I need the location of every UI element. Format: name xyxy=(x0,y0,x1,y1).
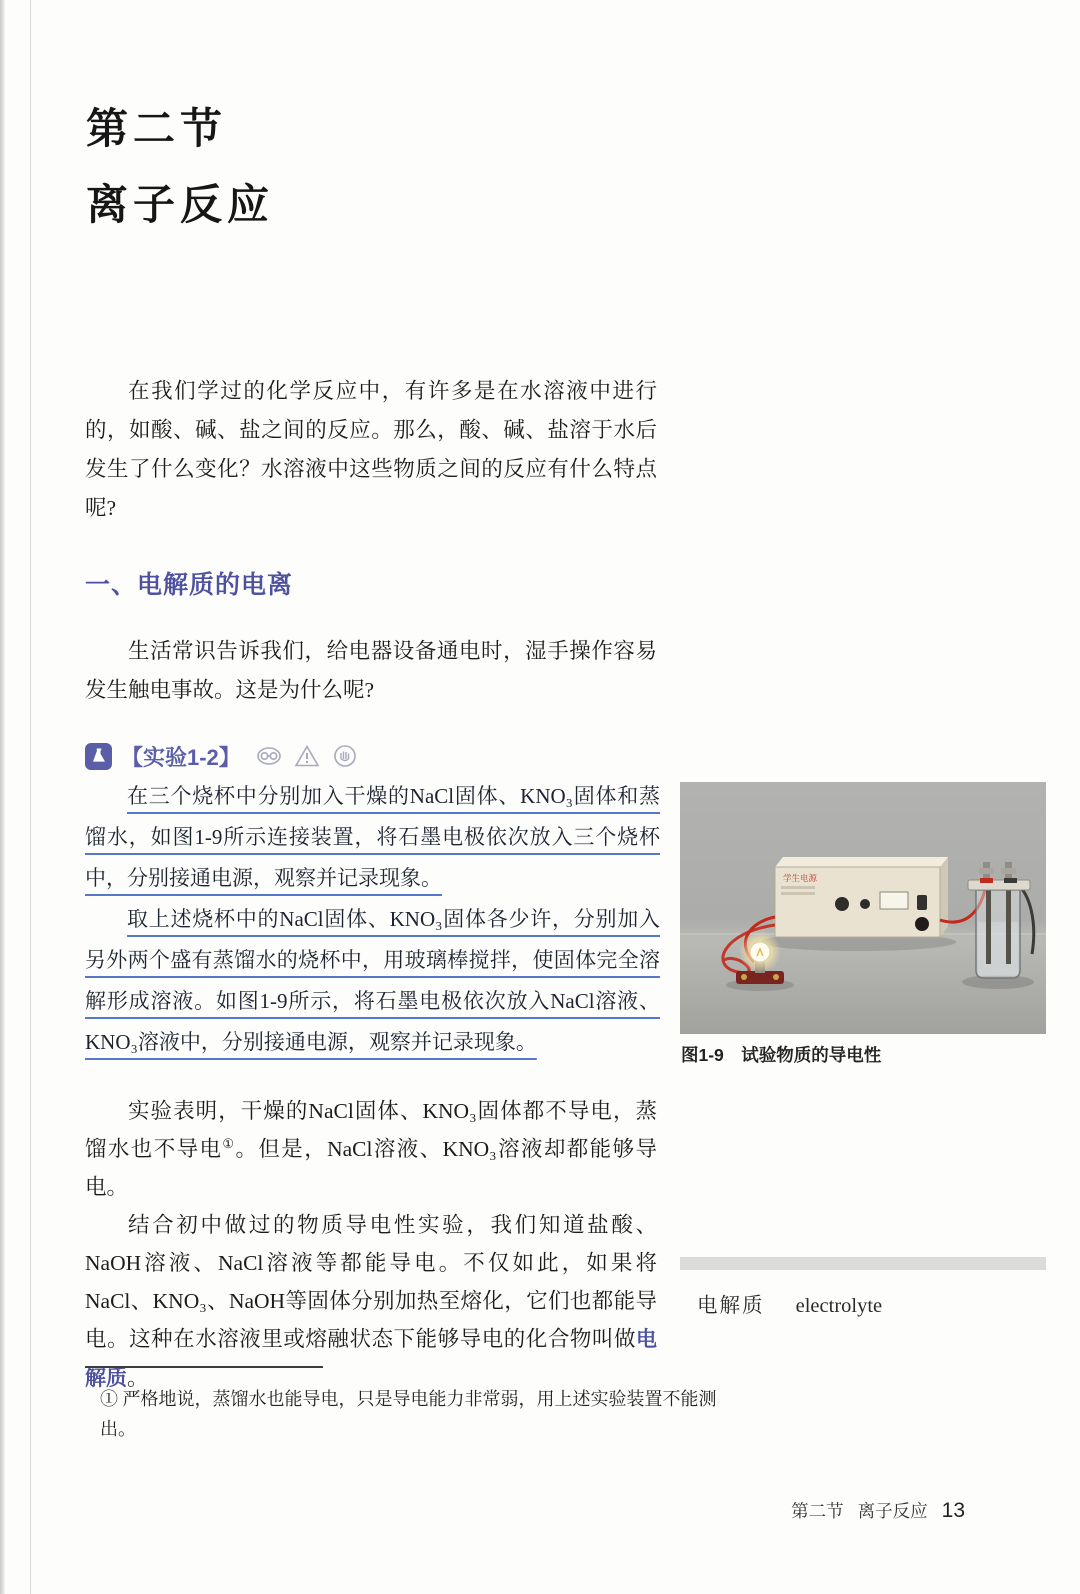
page-title xyxy=(86,92,274,244)
power-supply-label: 学生电源 xyxy=(783,873,818,883)
margin-divider-bar xyxy=(680,1257,1046,1270)
body-paragraphs xyxy=(85,1092,657,1398)
vocab-term-english: electrolyte xyxy=(795,1295,883,1317)
experiment-steps xyxy=(85,776,660,1063)
section-paragraph-1 xyxy=(85,632,657,710)
flask-icon xyxy=(85,743,112,770)
margin-vocabulary xyxy=(697,1288,1037,1318)
body-paragraph-2-rest: 。但是，NaCl溶液、KNO₃溶液却都能够导电。 xyxy=(85,1137,657,1199)
page-footer xyxy=(791,1498,965,1523)
experiment-label: 【实验1-2】 xyxy=(121,744,241,770)
experiment-step-2: 取上述烧杯中的NaCl固体、KNO₃固体各少许，分别加入另外两个盛有蒸馏水的烧杯中，用玻璃棒搅拌，使固体完全溶解形成溶液。如图1-9所示，将石墨电极依次放入NaCl溶液、KNO₃溶液中，分别接通电源，观察并记录现象。 xyxy=(85,907,660,1054)
section-paragraph-1-text: 生活常识告诉我们，给电器设备通电时，湿手操作容易发生触电事故。这是为什么呢? xyxy=(85,639,657,702)
footnote-rule xyxy=(85,1366,323,1368)
warning-icon xyxy=(294,744,320,768)
experiment-safety-icons xyxy=(256,744,358,768)
intro-paragraph xyxy=(85,372,657,528)
gloves-icon xyxy=(332,744,358,768)
page-edge-line xyxy=(30,0,31,1594)
body-paragraph-3-text: 结合初中做过的物质导电性实验，我们知道盐酸、NaOH溶液、NaCl溶液等都能导电。不仅如此，如果将NaCl、KNO₃、NaOH等固体分别加热至熔化，它们也都能导电。这种在水溶液里或熔融状态下能够导电的化合物叫做 xyxy=(85,1213,657,1351)
electrolyte-term-highlight: 电解质 xyxy=(85,1328,657,1390)
body-paragraph-2-text: 实验表明，干燥的NaCl固体、KNO₃固体都不导电，蒸馏水也不导电 xyxy=(85,1099,657,1161)
vocab-term-chinese: 电解质 xyxy=(697,1295,765,1317)
footer-chapter: 离子反应 xyxy=(857,1501,928,1521)
intro-text: 在我们学过的化学反应中，有许多是在水溶液中进行的，如酸、碱、盐之间的反应。那么，酸、碱、盐溶于水后发生了什么变化？水溶液中这些物质之间的反应有什么特点呢? xyxy=(85,379,657,520)
title-line-2: 离子反应 xyxy=(86,183,275,229)
goggles-icon xyxy=(256,744,282,768)
experiment-header xyxy=(85,740,660,772)
title-line-1: 第二节 xyxy=(86,107,228,153)
footer-section: 第二节 xyxy=(791,1501,844,1521)
footnote-reference: ① xyxy=(222,1135,236,1151)
footnote-text: ① 严格地说，蒸馏水也能导电，只是导电能力非常弱，用上述实验装置不能测出。 xyxy=(100,1389,717,1439)
body-paragraph-3 xyxy=(85,1206,657,1398)
page-edge-shadow xyxy=(0,0,5,1594)
body-paragraph-3-end: 。 xyxy=(127,1366,149,1390)
conductivity-experiment-photo xyxy=(680,782,1046,1034)
page-number: 13 xyxy=(941,1499,965,1522)
experiment-block xyxy=(85,740,660,1063)
section-heading: 一、电解质的电离 xyxy=(85,571,294,599)
experiment-step-1: 在三个烧杯中分别加入干燥的NaCl固体、KNO₃固体和蒸馏水，如图1-9所示连接装置，将石墨电极依次放入三个烧杯中，分别接通电源，观察并记录现象。 xyxy=(85,784,660,890)
photo-illustration xyxy=(680,782,1046,1034)
body-paragraph-2 xyxy=(85,1092,657,1206)
figure-caption: 图1-9 试验物质的导电性 xyxy=(681,1045,882,1065)
